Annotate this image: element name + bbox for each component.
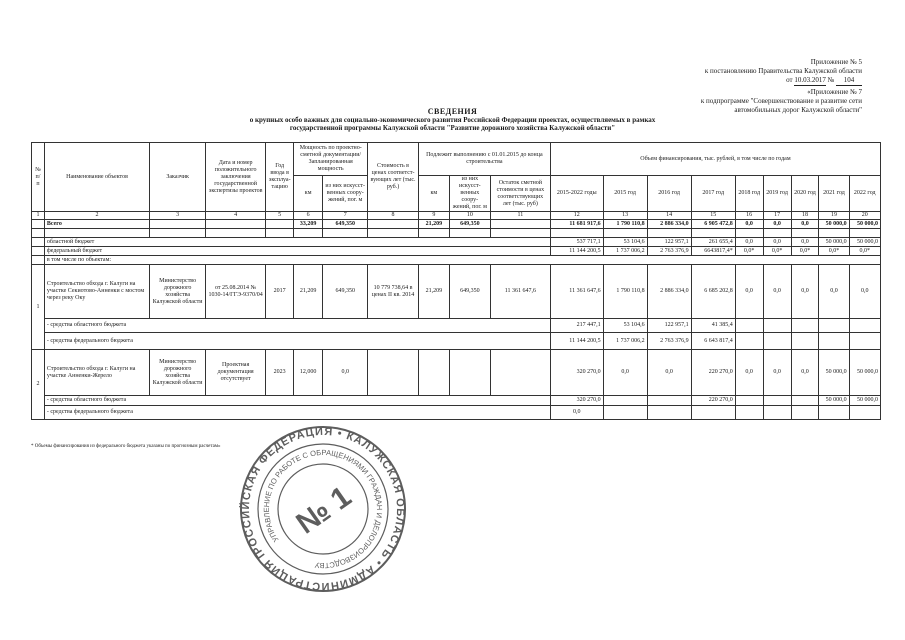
regional-2021: 50 000,0 <box>819 238 849 247</box>
object-1-2018: 0,0 <box>735 265 763 319</box>
object-1-remain: 11 361 647,6 <box>490 265 550 319</box>
header-progress: Подлежит выполнению с 01.01.2015 до конца строительства <box>418 143 550 176</box>
colnum: 13 <box>603 212 647 220</box>
regional-2020: 0,0 <box>791 238 819 247</box>
colnum: 16 <box>735 212 763 220</box>
colnum: 18 <box>791 212 819 220</box>
object-1-regional-2016: 122 957,1 <box>647 319 691 333</box>
object-1-regional-2015: 53 104,6 <box>603 319 647 333</box>
total-2021: 50 000,0 <box>819 220 849 229</box>
object-2-federal-2015-2022: 0,0 <box>550 406 603 420</box>
object-1-federal-2016: 2 763 376,9 <box>647 333 691 350</box>
regional-2015: 53 104,6 <box>603 238 647 247</box>
object-1-regional-2017: 41 385,4 <box>691 319 735 333</box>
projects-table <box>31 142 881 420</box>
object-2-year: 2023 <box>266 350 294 396</box>
total-2022: 50 000,0 <box>849 220 880 229</box>
total-art-2: 649,350 <box>449 220 490 229</box>
colnum: 2 <box>44 212 149 220</box>
table-row-regional <box>32 238 881 247</box>
official-seal-stamp <box>238 424 408 594</box>
total-2020: 0,0 <box>791 220 819 229</box>
header-name: Наименование объектов <box>44 143 149 212</box>
appendix-5-date: 10.03.2017 <box>794 76 826 84</box>
header-km: км <box>294 176 323 212</box>
table-row-including <box>32 256 881 265</box>
header-funding: Объем финансирования, тыс. рублей, в том числе по годам <box>550 143 880 176</box>
table-row-object-2 <box>32 350 881 396</box>
object-2-2015: 0,0 <box>603 350 647 396</box>
object-2-num: 2 <box>32 350 45 420</box>
object-2-name: Строительство обхода г. Калуги на участке Анненки-Жерело <box>44 350 149 396</box>
header-2017: 2017 год <box>691 176 735 212</box>
federal-2018: 0,0* <box>735 247 763 256</box>
object-1-regional-2015-2022: 217 447,1 <box>550 319 603 333</box>
regional-label: областной бюджет <box>44 238 550 247</box>
total-2019: 0,0 <box>763 220 791 229</box>
header-2019: 2019 год <box>763 176 791 212</box>
title-line-3: государственной программы Калужской области "Развитие дорожного хозяйства Калужской области" <box>289 124 616 132</box>
regional-2016: 122 957,1 <box>647 238 691 247</box>
object-1-year: 2017 <box>266 265 294 319</box>
table-row-object-1 <box>32 265 881 319</box>
federal-label: федеральный бюджет <box>44 247 550 256</box>
colnum: 11 <box>490 212 550 220</box>
colnum: 20 <box>849 212 880 220</box>
object-1-federal-2017: 6 643 817,4 <box>691 333 735 350</box>
federal-2015: 1 737 006,2 <box>603 247 647 256</box>
total-2016: 2 886 334,0 <box>647 220 691 229</box>
header-capacity: Мощность по проектно- сметной документации/ Запланированная мощность <box>294 143 368 176</box>
object-2-2019: 0,0 <box>763 350 791 396</box>
object-1-2020: 0,0 <box>791 265 819 319</box>
total-2015-2022: 11 681 917,6 <box>550 220 603 229</box>
total-2018: 0,0 <box>735 220 763 229</box>
federal-2015-2022: 11 144 200,5 <box>550 247 603 256</box>
object-1-expertise: от 25.08.2014 № 1030-14/ГГЭ-9370/04 <box>206 265 266 319</box>
object-2-customer: Министерство дорожного хозяйства Калужской области <box>150 350 206 396</box>
colnum: 7 <box>323 212 368 220</box>
object-1-2019: 0,0 <box>763 265 791 319</box>
object-2-regional-2021: 50 000,0 <box>819 396 849 406</box>
appendix-5-title: Приложение № 5 <box>810 58 862 66</box>
appendix-7-line3: автомобильных дорог Калужской области" <box>734 106 862 114</box>
object-1-cost: 10 779 738,64 в ценах II кв. 2014 <box>368 265 419 319</box>
object-2-art: 0,0 <box>323 350 368 396</box>
object-1-art-2: 649,350 <box>449 265 490 319</box>
object-2-expertise: Проектная документация отсутствует <box>206 350 266 396</box>
federal-2016: 2 763 376,9 <box>647 247 691 256</box>
object-2-2020: 0,0 <box>791 350 819 396</box>
colnum: 5 <box>266 212 294 220</box>
colnum: 4 <box>206 212 266 220</box>
title-line-2: о крупных особо важных для социально-экономического развития Российской Федерации проектах, осуществляемых в рамках <box>249 116 656 124</box>
colnum: 14 <box>647 212 691 220</box>
object-2-2022: 50 000,0 <box>849 350 880 396</box>
object-2-regional-2022: 50 000,0 <box>849 396 880 406</box>
table-row-object-2-federal <box>32 406 881 420</box>
object-1-km: 21,209 <box>294 265 323 319</box>
header-remain: Остаток сметной стоимости в ценах соответствующих лет (тыс. руб) <box>490 176 550 212</box>
table-row-object-1-federal <box>32 333 881 350</box>
header-2015: 2015 год <box>603 176 647 212</box>
object-2-2017: 220 270,0 <box>691 350 735 396</box>
federal-2020: 0,0* <box>791 247 819 256</box>
object-1-2017: 6 685 202,8 <box>691 265 735 319</box>
header-expertise-date: Дата и номер положительного заключения государственной экспертизы проектов <box>206 143 266 212</box>
seal-inner-text: УПРАВЛЕНИЕ ПО РАБОТЕ С ОБРАЩЕНИЯМИ ГРАЖДАН И ДЕЛОПРОИЗВОДСТВУ <box>261 447 385 571</box>
object-2-2021: 50 000,0 <box>819 350 849 396</box>
object-2-regional-2017: 220 270,0 <box>691 396 735 406</box>
object-2-2018: 0,0 <box>735 350 763 396</box>
header-customer: Заказчик <box>150 143 206 212</box>
header-year: Год ввода в эксплуа- тацию <box>266 143 294 212</box>
object-1-km-2: 21,209 <box>418 265 449 319</box>
header-2021: 2021 год <box>819 176 849 212</box>
header-2016: 2016 год <box>647 176 691 212</box>
object-1-num: 1 <box>32 265 45 350</box>
object-1-2015: 1 790 110,8 <box>603 265 647 319</box>
header-2018: 2018 год <box>735 176 763 212</box>
colnum: 6 <box>294 212 323 220</box>
total-km-2: 21,209 <box>418 220 449 229</box>
header-num: № п/п <box>32 143 45 212</box>
total-label: Всего <box>44 220 149 229</box>
object-2-federal-label: - средства федерального бюджета <box>44 406 550 420</box>
table-row-spacer <box>32 229 881 238</box>
object-2-regional-label: - средства областного бюджета <box>44 396 550 406</box>
total-2015: 1 790 110,8 <box>603 220 647 229</box>
object-1-2022: 0,0 <box>849 265 880 319</box>
regional-2019: 0,0 <box>763 238 791 247</box>
object-1-2015-2022: 11 361 647,6 <box>550 265 603 319</box>
object-1-federal-2015: 1 737 006,2 <box>603 333 647 350</box>
header-2015-2022: 2015-2022 годы <box>550 176 603 212</box>
appendix-5-date-line: от 10.03.2017 № 104 <box>705 76 862 86</box>
header-cost: Стоимость в ценах соответст- вующих лет (тыс. руб.) <box>368 143 419 212</box>
colnum: 19 <box>819 212 849 220</box>
table-row-object-1-regional <box>32 319 881 333</box>
regional-2018: 0,0 <box>735 238 763 247</box>
object-1-customer: Министерство дорожного хозяйства Калужской области <box>150 265 206 319</box>
object-1-federal-label: - средства федерального бюджета <box>44 333 550 350</box>
appendix-7-line2: к подпрограмме "Совершенствование и развитие сети <box>700 97 862 105</box>
object-2-2016: 0,0 <box>647 350 691 396</box>
appendix-5-header <box>705 58 862 86</box>
colnum: 17 <box>763 212 791 220</box>
colnum: 12 <box>550 212 603 220</box>
colnum: 3 <box>150 212 206 220</box>
footnote: * Объемы финансирования из федерального бюджета указаны по прогнозным расчетам» <box>31 444 221 449</box>
object-2-km: 12,000 <box>294 350 323 396</box>
column-numbers-row <box>32 212 881 220</box>
regional-2015-2022: 537 717,1 <box>550 238 603 247</box>
appendix-7-title: «Приложение № 7 <box>807 88 862 96</box>
table-row-total <box>32 220 881 229</box>
federal-2017: 6643817,4* <box>691 247 735 256</box>
document-title <box>0 108 905 132</box>
object-1-regional-label: - средства областного бюджета <box>44 319 550 333</box>
object-1-2021: 0,0 <box>819 265 849 319</box>
total-art: 649,350 <box>323 220 368 229</box>
object-1-federal-2015-2022: 11 144 200,5 <box>550 333 603 350</box>
header-km-2: км <box>418 176 449 212</box>
regional-2017: 261 655,4 <box>691 238 735 247</box>
header-2020: 2020 год <box>791 176 819 212</box>
table-row-object-2-regional <box>32 396 881 406</box>
total-km: 33,209 <box>294 220 323 229</box>
header-artificial-2: из них искусст- венных соору- жений, пог. м <box>449 176 490 212</box>
object-1-2016: 2 886 334,0 <box>647 265 691 319</box>
regional-2022: 50 000,0 <box>849 238 880 247</box>
object-2-regional-2015-2022: 320 270,0 <box>550 396 603 406</box>
colnum: 1 <box>32 212 45 220</box>
appendix-5-subtitle: к постановлению Правительства Калужской области <box>704 67 862 75</box>
colnum: 10 <box>449 212 490 220</box>
object-2-2015-2022: 320 270,0 <box>550 350 603 396</box>
colnum: 8 <box>368 212 419 220</box>
total-2017: 6 905 472,8 <box>691 220 735 229</box>
federal-2022: 0,0* <box>849 247 880 256</box>
including-label: в том числе по объектам: <box>44 256 880 265</box>
object-1-art: 649,350 <box>323 265 368 319</box>
seal-outer-text: РОССИЙСКАЯ ФЕДЕРАЦИЯ • КАЛУЖСКАЯ ОБЛАСТЬ • АДМИНИСТРАЦИЯ ГУБЕРНАТОРА <box>239 425 407 593</box>
header-2022: 2022 год <box>849 176 880 212</box>
colnum: 15 <box>691 212 735 220</box>
appendix-5-number: 104 <box>836 76 862 86</box>
federal-2021: 0,0* <box>819 247 849 256</box>
table-row-federal <box>32 247 881 256</box>
federal-2019: 0,0* <box>763 247 791 256</box>
header-artificial: из них искусст- венных соору- жений, пог. м <box>323 176 368 212</box>
colnum: 9 <box>418 212 449 220</box>
seal-number: № 1 <box>290 479 358 541</box>
title-svedeniya: СВЕДЕНИЯ <box>427 107 478 116</box>
object-1-name: Строительство обхода г. Калуги на участке Секиотово-Анненки с мостом через реку Оку <box>44 265 149 319</box>
